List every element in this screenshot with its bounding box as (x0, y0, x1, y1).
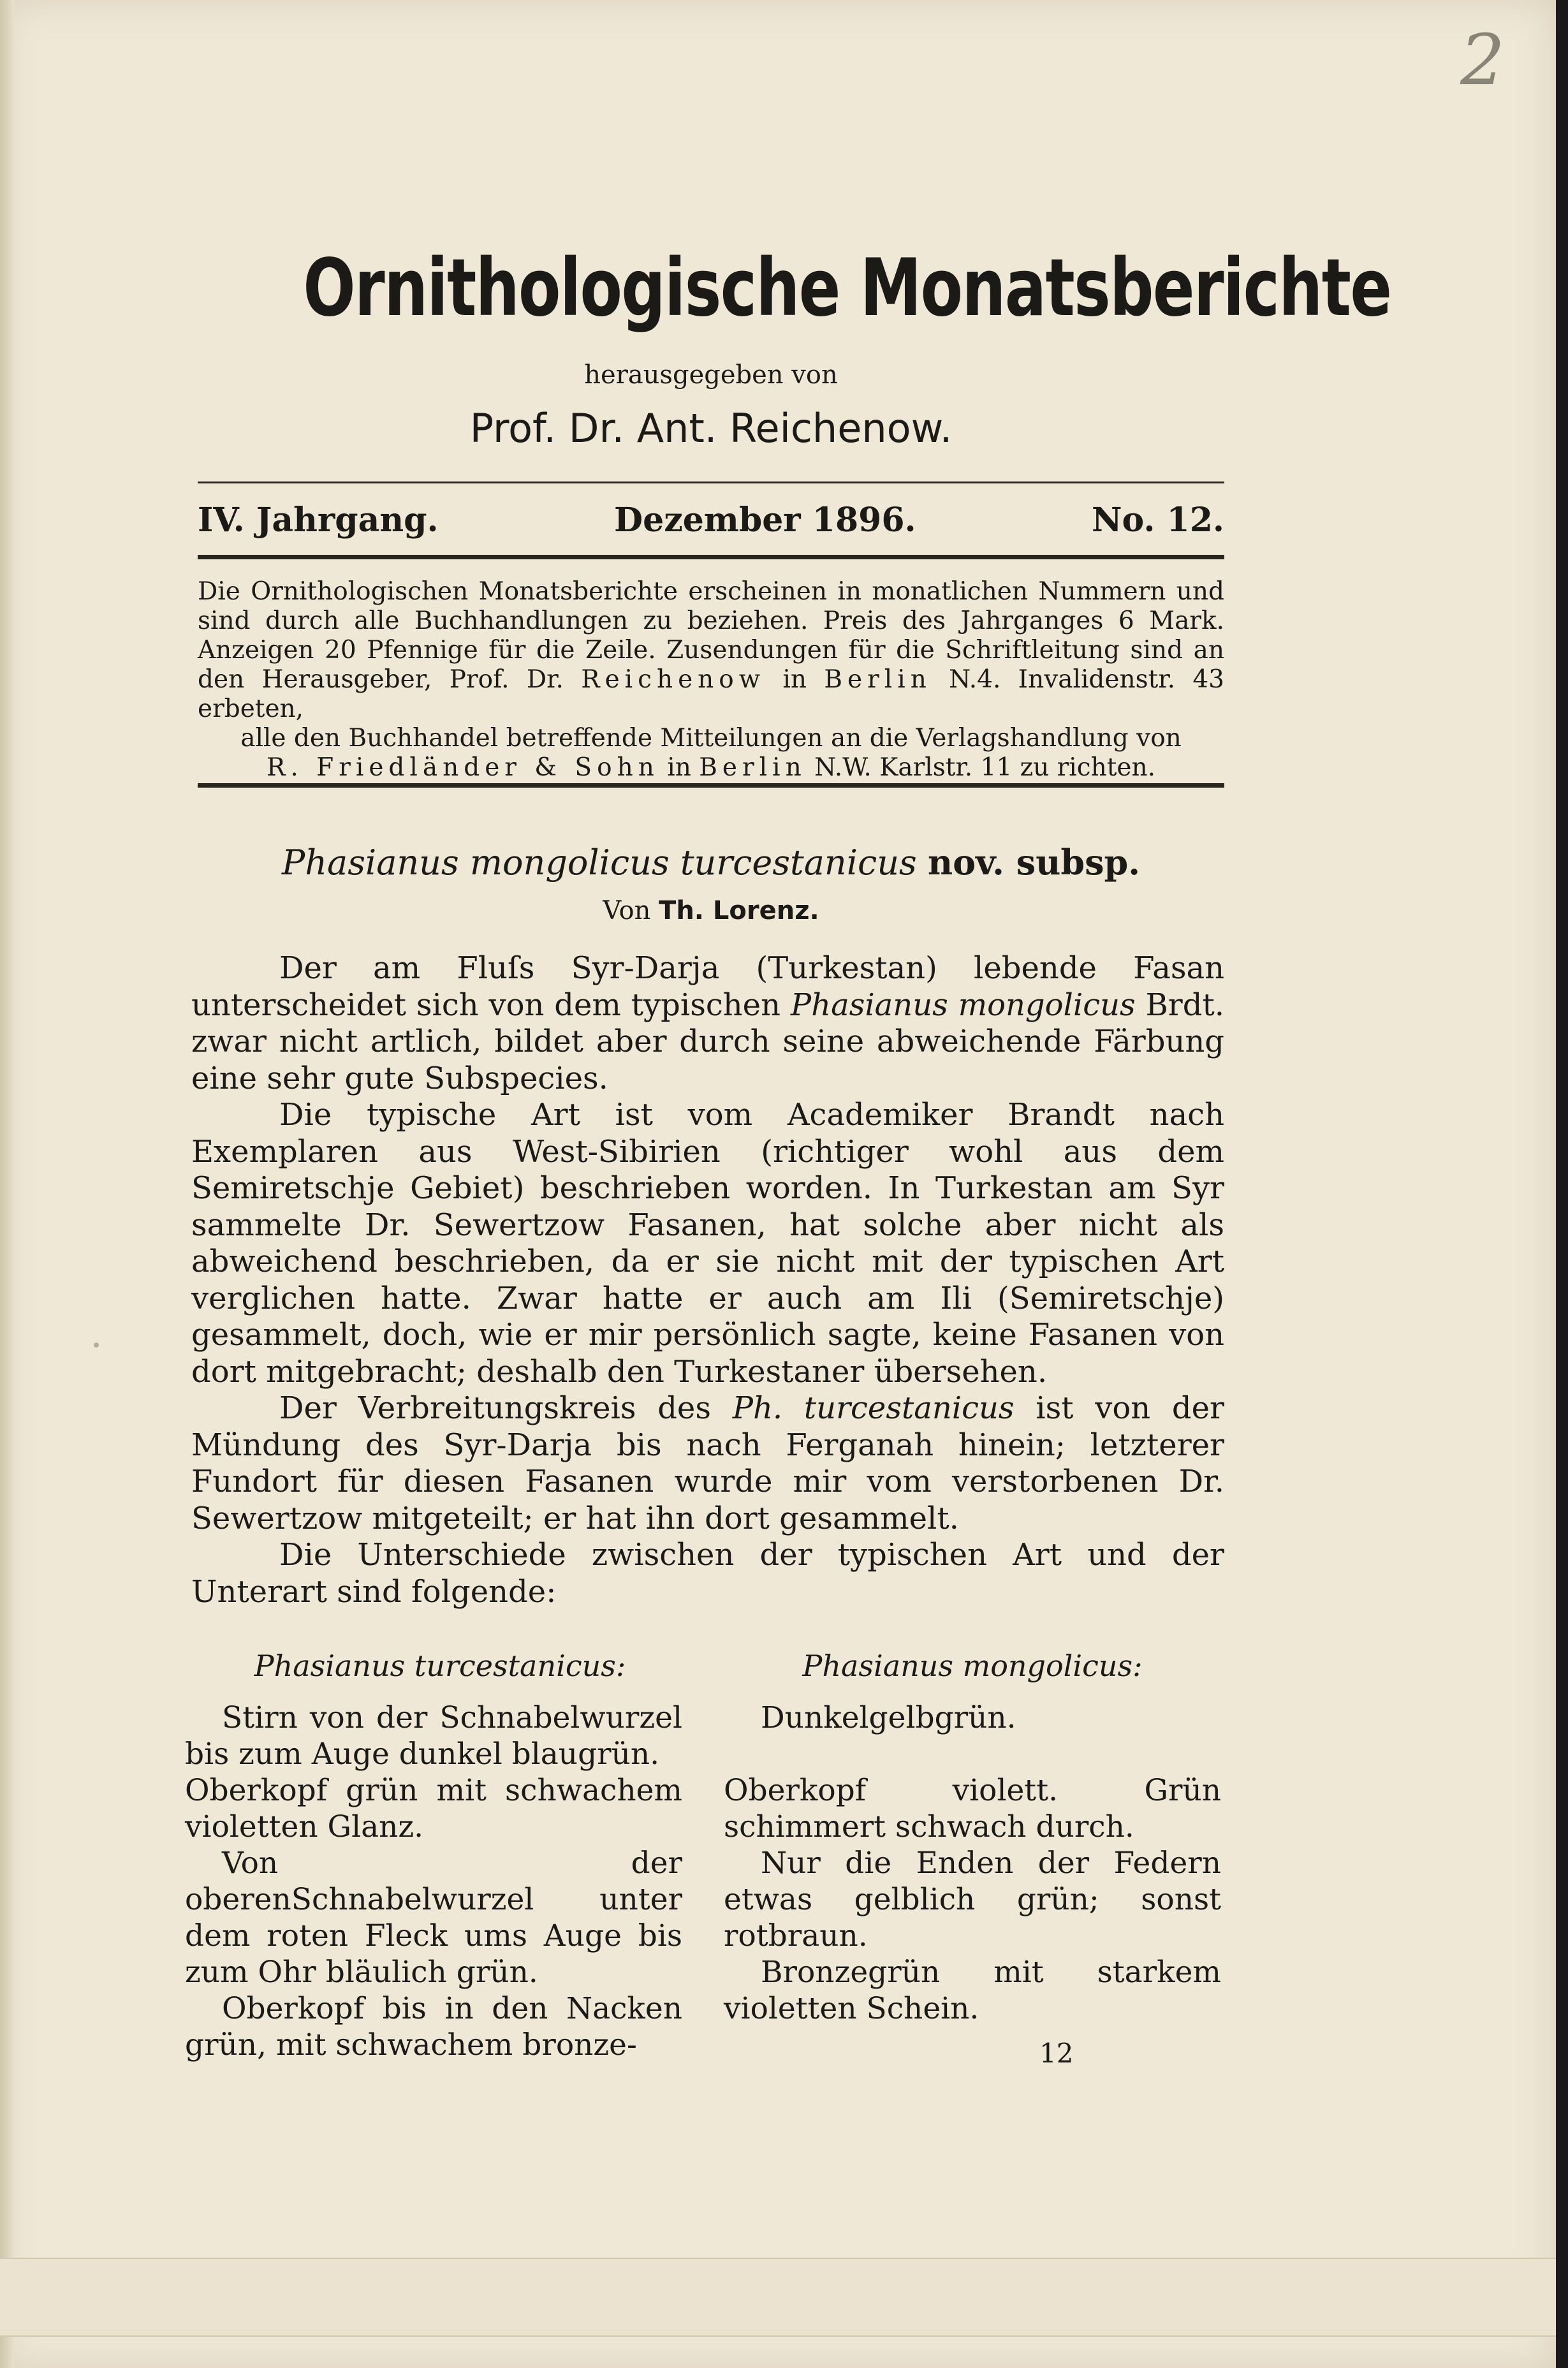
comparison-left-item: Oberkopf bis in den Nacken grün, mit schwachem bronze- (185, 1991, 682, 2063)
paragraph-2: Die typische Art ist vom Academiker Brandt nach Exemplaren aus West-Sibirien (richtiger wohl aus dem Semiretschje Gebiet) beschrieben worden. In Turkestan am Syr sammelte Dr. Sewertzow Fasanen, hat solche aber nicht als abweichend beschrieben, da er sie nicht mit der typischen Art verglichen hatte. Zwar hatte er auch am Ili (Semiretschje) gesammelt, doch, wie er mir persönlich sagte, keine Fasanen von dort mitgebracht; deshalb den Turkestaner übersehen. (191, 1097, 1224, 1390)
notice-text-2: alle den Buchhandel betreffende Mitteilungen an die Verlagshandlung von (240, 724, 1182, 753)
paragraph-4: Die Unterschiede zwischen der typischen Art und der Unterart sind folgende: (191, 1537, 1224, 1610)
header-rule-top (198, 482, 1224, 483)
paper-spot (94, 1342, 99, 1348)
journal-subtitle: herausgegeben von (584, 360, 838, 390)
notice-in-2: in (667, 753, 691, 782)
article-body (191, 950, 1224, 1610)
notice-text-3: N.W. Karlstr. 11 zu richten. (814, 753, 1155, 782)
notice-text-1b: N.4. Invalidenstr. 43 erbeten, (198, 665, 1224, 723)
article-byline (188, 896, 1234, 925)
notice-in-1: in (782, 665, 807, 694)
pencil-page-mark: 2 (1460, 19, 1505, 101)
notice-berlin-1: Berlin (824, 665, 932, 694)
journal-title: Ornithologische Monatsberichte (303, 242, 1391, 334)
article-title-species: Phasianus mongolicus turcestanicus (281, 842, 917, 883)
comparison-column-left (185, 1700, 682, 2063)
header-rule-bottom (198, 555, 1224, 559)
comparison-right-item: Nur die Enden der Federn etwas gelblich grün; sonst rotbraun. (724, 1846, 1221, 1953)
comparison-left-item: Von der oberenSchnabelwurzel unter dem roten Fleck ums Auge bis zum Ohr bläulich grün. (185, 1846, 682, 1990)
lower-page-edge (0, 2258, 1556, 2337)
paragraph-3-text-b: ist von der Mündung des Syr-Darja bis nach Ferganah hinein; letzterer Fundort für diesen Fasanen wurde mir vom verstorbenen Dr. Sewertzow mitgeteilt; er hat ihn dort gesammelt. (191, 1390, 1224, 1536)
paragraph-1-species: Phasianus mongolicus (790, 987, 1136, 1023)
journal-editor: Prof. Dr. Ant. Reichenow. (469, 405, 953, 452)
paragraph-1 (191, 950, 1224, 1097)
page-edge (0, 0, 14, 2368)
paragraph-1-text-a: Der am Fluſs Syr-Darja (Turkestan) lebende Fasan unterscheidet sich von dem typischen (191, 950, 1224, 1023)
comparison-right-item: Dunkelgelbgrün. (761, 1700, 1016, 1735)
issue-volume: IV. Jahrgang. (198, 501, 439, 540)
notice-publisher: R. Friedländer & Sohn (267, 753, 659, 782)
article-title-suffix: nov. subsp. (927, 842, 1141, 883)
byline-prefix: Von (603, 896, 651, 925)
paragraph-3-text-a: Der Verbreitungskreis des (279, 1390, 711, 1426)
notice-text-1: Die Ornithologischen Monatsberichte erscheinen in monatlichen Nummern und sind durch alle Buchhandlungen zu beziehen. Preis des Jahrganges 6 Mark. Anzeigen 20 Pfennige für die Zeile. Zusendungen für die Schriftleitung sind an den Herausgeber, Prof. Dr. (198, 577, 1224, 694)
issue-number: No. 12. (1092, 501, 1224, 540)
issue-info (198, 501, 1224, 540)
comparison-left-item: Stirn von der Schnabelwurzel bis zum Auge dunkel blaugrün. (185, 1700, 682, 1772)
comparison-column-right (724, 1700, 1221, 2027)
issue-date: Dezember 1896. (614, 501, 916, 540)
paragraph-1-text-b: Brdt. zwar nicht artlich, bildet aber durch seine abweichende Färbung eine sehr gute Subspecies. (191, 987, 1225, 1096)
subscription-notice (198, 577, 1224, 783)
notice-rule (198, 783, 1224, 788)
page-number: 12 (1039, 2038, 1074, 2069)
notice-berlin-2: Berlin (699, 753, 807, 782)
comparison-header-right: Phasianus mongolicus: (802, 1649, 1143, 1683)
comparison-right-item: Bronzegrün mit starkem violetten Schein. (724, 1955, 1221, 2026)
byline-author: Th. Lorenz. (659, 896, 819, 925)
paragraph-3 (191, 1390, 1224, 1537)
comparison-header-left: Phasianus turcestanicus: (254, 1649, 626, 1683)
notice-reichenow: Reichenow (581, 665, 766, 694)
paragraph-3-species: Ph. turcestanicus (732, 1390, 1015, 1426)
comparison-right-item: Oberkopf violett. Grün schimmert schwach durch. (724, 1773, 1221, 1844)
article-title (188, 842, 1234, 883)
comparison-left-item: Oberkopf grün mit schwachem violetten Glanz. (185, 1773, 682, 1844)
